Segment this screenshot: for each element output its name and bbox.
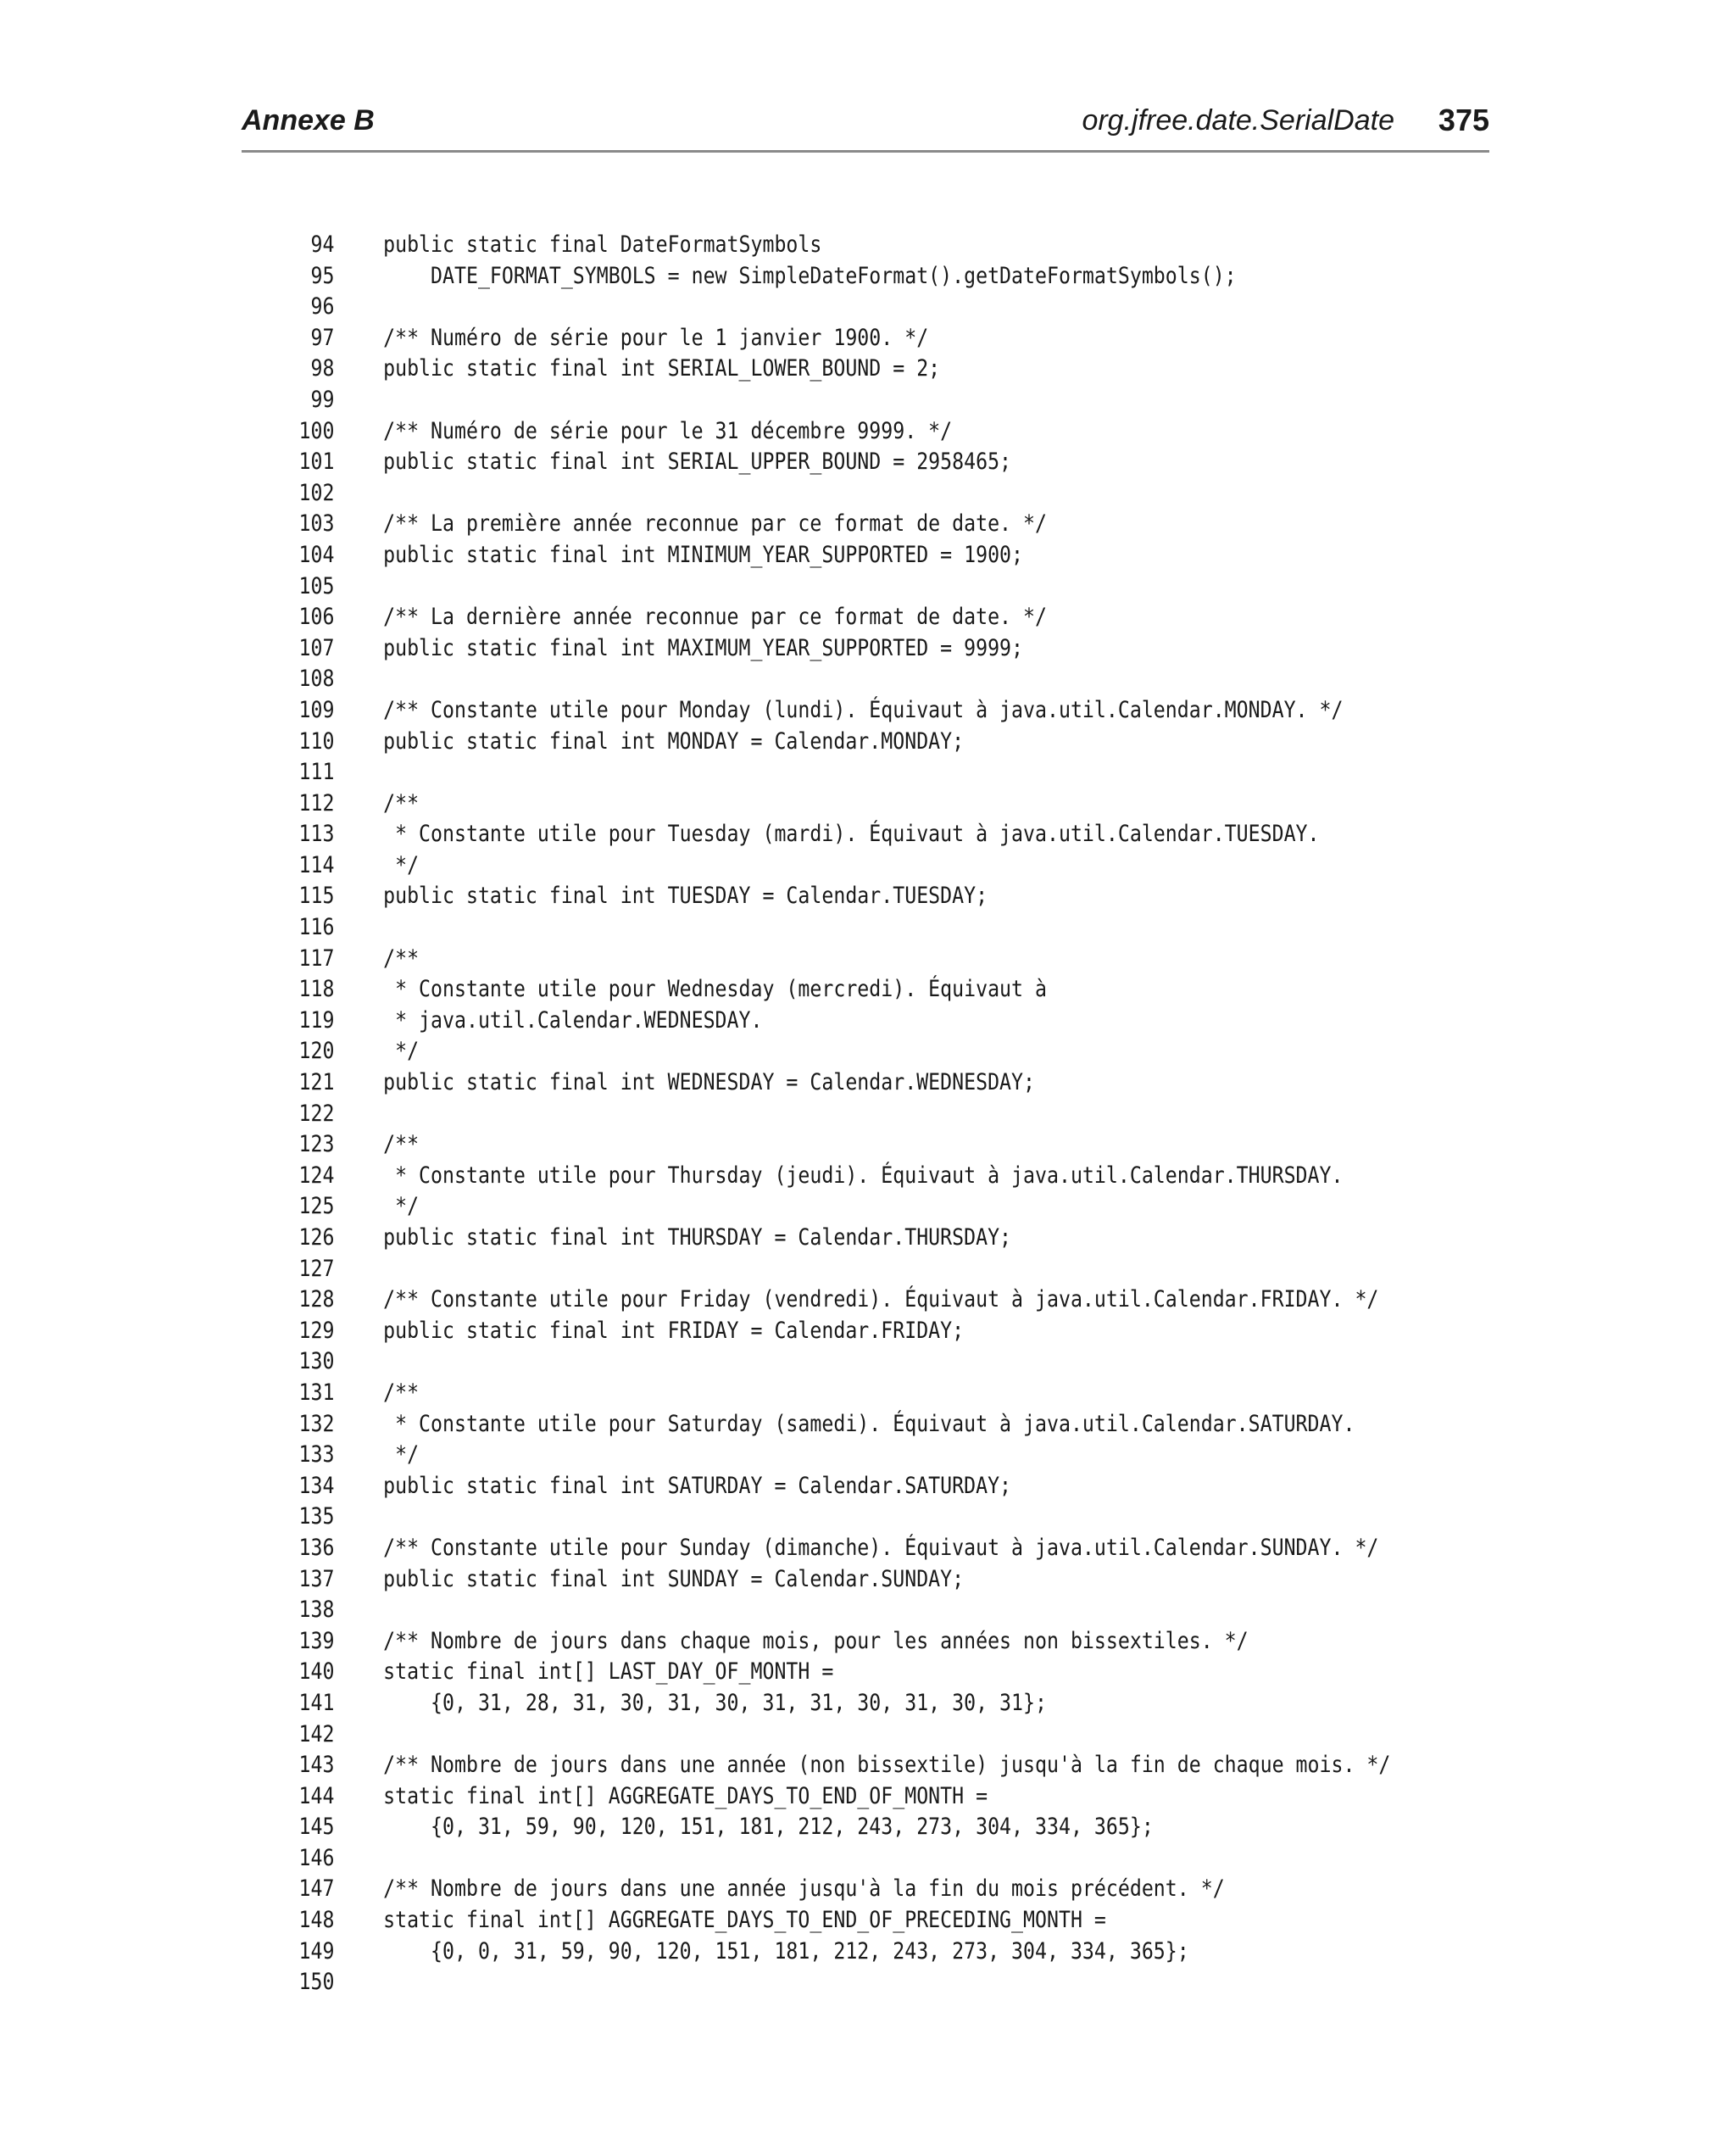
- page-number: 375: [1438, 103, 1489, 137]
- line-text: [335, 478, 384, 510]
- line-number: 131: [298, 1379, 335, 1406]
- code-line: [280, 850, 1390, 882]
- line-number: 122: [298, 1100, 335, 1127]
- line-text: /** Nombre de jours dans une année (non bissextile) jusqu'à la fin de chaque mois. */: [383, 1752, 1391, 1779]
- code-line: [280, 1502, 1390, 1533]
- code-line: [280, 261, 1390, 293]
- line-number: 143: [298, 1752, 335, 1779]
- line-text: [335, 385, 384, 416]
- code-line: [280, 602, 1390, 633]
- line-number: 125: [298, 1193, 335, 1220]
- code-line: [280, 1688, 1390, 1719]
- code-listing: [280, 230, 1390, 1998]
- line-text: {0, 0, 31, 59, 90, 120, 151, 181, 212, 243, 273, 304, 334, 365};: [383, 1937, 1189, 1964]
- line-text: {0, 31, 59, 90, 120, 151, 181, 212, 243, 273, 304, 334, 365};: [383, 1814, 1154, 1841]
- line-text: [335, 571, 384, 603]
- line-text: */: [383, 851, 420, 878]
- line-number: 118: [298, 976, 335, 1003]
- line-number: 102: [298, 479, 335, 506]
- line-number: 139: [298, 1627, 335, 1654]
- line-text: DATE_FORMAT_SYMBOLS = new SimpleDateFormat().getDateFormatSymbols();: [383, 262, 1237, 289]
- code-line: [280, 881, 1390, 912]
- line-number: 121: [298, 1069, 335, 1096]
- code-line: [280, 354, 1390, 385]
- code-line: [280, 1067, 1390, 1099]
- line-number: 116: [298, 914, 335, 941]
- line-number: 138: [298, 1597, 335, 1624]
- line-text: {0, 31, 28, 31, 30, 31, 30, 31, 31, 30, 31, 30, 31};: [383, 1689, 1047, 1716]
- line-text: public static final int FRIDAY = Calendar.FRIDAY;: [383, 1317, 965, 1344]
- line-text: /**: [383, 789, 420, 816]
- line-text: /** Constante utile pour Sunday (dimanche). Équivaut à java.util.Calendar.SUNDAY. */: [383, 1534, 1379, 1561]
- code-line: [280, 695, 1390, 727]
- code-line: [280, 1006, 1390, 1037]
- line-text: */: [383, 1441, 420, 1468]
- line-text: /** Numéro de série pour le 1 janvier 1900. */: [383, 324, 929, 351]
- line-text: [335, 1254, 384, 1285]
- code-line: [280, 1254, 1390, 1285]
- code-line: [280, 1750, 1390, 1781]
- code-line: [280, 1843, 1390, 1875]
- code-line: [280, 1564, 1390, 1596]
- line-text: [335, 1502, 384, 1533]
- line-text: /** Numéro de série pour le 31 décembre 9999. */: [383, 417, 953, 444]
- code-line: [280, 1378, 1390, 1409]
- code-line: [280, 1905, 1390, 1937]
- line-text: * Constante utile pour Tuesday (mardi). Équivaut à java.util.Calendar.TUESDAY.: [383, 821, 1320, 848]
- code-line: [280, 385, 1390, 416]
- line-number: 109: [298, 696, 335, 723]
- code-line: [280, 1874, 1390, 1905]
- line-number: 127: [298, 1255, 335, 1282]
- line-number: 119: [298, 1006, 335, 1034]
- code-line: [280, 1161, 1390, 1192]
- code-line: [280, 664, 1390, 695]
- line-text: public static final int SERIAL_UPPER_BOUND = 2958465;: [383, 449, 1012, 476]
- code-line: [280, 540, 1390, 571]
- line-number: 108: [298, 666, 335, 693]
- line-number: 96: [310, 293, 335, 320]
- code-line: [280, 757, 1390, 789]
- line-text: [335, 292, 384, 323]
- line-number: 149: [298, 1937, 335, 1964]
- line-number: 150: [298, 1969, 335, 1996]
- line-number: 147: [298, 1875, 335, 1903]
- code-line: [280, 1440, 1390, 1471]
- line-text: /**: [383, 945, 420, 972]
- line-number: 95: [310, 262, 335, 289]
- line-text: [335, 664, 384, 695]
- line-number: 103: [298, 510, 335, 538]
- line-text: public static final int SERIAL_LOWER_BOUND = 2;: [383, 355, 941, 382]
- code-line: [280, 1657, 1390, 1688]
- code-line: [280, 292, 1390, 323]
- line-number: 135: [298, 1503, 335, 1530]
- code-line: [280, 1129, 1390, 1161]
- line-text: [335, 1346, 384, 1378]
- code-line: [280, 478, 1390, 510]
- line-text: /**: [383, 1131, 420, 1158]
- line-number: 97: [310, 324, 335, 351]
- line-text: * Constante utile pour Wednesday (mercredi). Équivaut à: [383, 976, 1047, 1003]
- line-text: static final int[] AGGREGATE_DAYS_TO_END_OF_PRECEDING_MONTH =: [383, 1907, 1106, 1934]
- line-text: public static final int MONDAY = Calendar.MONDAY;: [383, 727, 965, 755]
- line-text: [335, 757, 384, 789]
- code-line: [280, 727, 1390, 758]
- code-line: [280, 633, 1390, 665]
- code-line: [280, 1346, 1390, 1378]
- code-line: [280, 1812, 1390, 1843]
- code-line: [280, 447, 1390, 478]
- line-text: [335, 1099, 384, 1130]
- line-text: [335, 1719, 384, 1751]
- line-text: public static final int THURSDAY = Calendar.THURSDAY;: [383, 1224, 1012, 1251]
- code-line: [280, 912, 1390, 944]
- line-text: public static final DateFormatSymbols: [383, 231, 822, 258]
- line-number: 142: [298, 1720, 335, 1747]
- line-number: 115: [298, 883, 335, 910]
- line-text: /** Nombre de jours dans chaque mois, pour les années non bissextiles. */: [383, 1627, 1249, 1654]
- line-number: 110: [298, 727, 335, 755]
- line-number: 134: [298, 1472, 335, 1499]
- line-number: 94: [310, 231, 335, 258]
- line-number: 144: [298, 1782, 335, 1809]
- line-number: 114: [298, 851, 335, 878]
- code-line: [280, 323, 1390, 354]
- line-number: 133: [298, 1441, 335, 1468]
- code-line: [280, 1409, 1390, 1441]
- code-line: [280, 1937, 1390, 1968]
- line-number: 123: [298, 1131, 335, 1158]
- line-number: 128: [298, 1286, 335, 1313]
- section-title: Annexe B: [242, 104, 375, 137]
- line-text: */: [383, 1193, 420, 1220]
- line-number: 117: [298, 945, 335, 972]
- line-number: 107: [298, 634, 335, 661]
- line-number: 130: [298, 1348, 335, 1375]
- code-line: [280, 1285, 1390, 1316]
- line-number: 140: [298, 1658, 335, 1686]
- line-text: /** Nombre de jours dans une année jusqu'à la fin du mois précédent. */: [383, 1875, 1225, 1903]
- line-number: 99: [310, 386, 335, 413]
- code-line: [280, 1595, 1390, 1626]
- code-line: [280, 1781, 1390, 1813]
- line-text: public static final int SUNDAY = Calendar.SUNDAY;: [383, 1565, 965, 1592]
- line-number: 112: [298, 789, 335, 816]
- line-number: 113: [298, 821, 335, 848]
- code-line: [280, 1967, 1390, 1998]
- code-line: [280, 974, 1390, 1006]
- line-text: [335, 912, 384, 944]
- code-line: [280, 944, 1390, 975]
- line-number: 126: [298, 1224, 335, 1251]
- code-line: [280, 1533, 1390, 1564]
- code-line: [280, 1036, 1390, 1067]
- running-title: org.jfree.date.SerialDate: [1082, 104, 1394, 137]
- code-line: [280, 1471, 1390, 1502]
- line-number: 137: [298, 1565, 335, 1592]
- code-line: [280, 1099, 1390, 1130]
- line-text: [335, 1967, 384, 1998]
- line-text: static final int[] AGGREGATE_DAYS_TO_END_OF_MONTH =: [383, 1782, 988, 1809]
- code-line: [280, 509, 1390, 540]
- line-text: * Constante utile pour Saturday (samedi). Équivaut à java.util.Calendar.SATURDAY.: [383, 1410, 1355, 1437]
- line-text: */: [383, 1038, 420, 1065]
- line-number: 106: [298, 604, 335, 631]
- code-line: [280, 1191, 1390, 1223]
- code-line: [280, 819, 1390, 850]
- line-text: * Constante utile pour Thursday (jeudi). Équivaut à java.util.Calendar.THURSDAY.: [383, 1162, 1344, 1189]
- line-number: 141: [298, 1689, 335, 1716]
- code-line: [280, 571, 1390, 603]
- line-text: static final int[] LAST_DAY_OF_MONTH =: [383, 1658, 834, 1686]
- line-text: /** Constante utile pour Friday (vendredi). Équivaut à java.util.Calendar.FRIDAY. */: [383, 1286, 1379, 1313]
- line-text: /** Constante utile pour Monday (lundi). Équivaut à java.util.Calendar.MONDAY. */: [383, 696, 1344, 723]
- code-line: [280, 230, 1390, 261]
- line-number: 104: [298, 541, 335, 568]
- code-line: [280, 789, 1390, 820]
- line-text: /** La première année reconnue par ce format de date. */: [383, 510, 1047, 538]
- line-text: /** La dernière année reconnue par ce format de date. */: [383, 604, 1047, 631]
- line-number: 101: [298, 449, 335, 476]
- code-line: [280, 1719, 1390, 1751]
- line-text: /**: [383, 1379, 420, 1406]
- line-number: 120: [298, 1038, 335, 1065]
- line-number: 132: [298, 1410, 335, 1437]
- line-text: public static final int WEDNESDAY = Calendar.WEDNESDAY;: [383, 1069, 1036, 1096]
- header-divider: [242, 150, 1489, 153]
- line-text: [335, 1843, 384, 1875]
- line-number: 146: [298, 1844, 335, 1871]
- line-number: 100: [298, 417, 335, 444]
- line-number: 145: [298, 1814, 335, 1841]
- line-number: 136: [298, 1534, 335, 1561]
- line-text: public static final int MINIMUM_YEAR_SUPPORTED = 1900;: [383, 541, 1024, 568]
- line-number: 124: [298, 1162, 335, 1189]
- line-text: public static final int SATURDAY = Calendar.SATURDAY;: [383, 1472, 1012, 1499]
- line-number: 98: [310, 355, 335, 382]
- line-number: 129: [298, 1317, 335, 1344]
- line-text: [335, 1595, 384, 1626]
- line-number: 105: [298, 572, 335, 599]
- line-text: public static final int TUESDAY = Calendar.TUESDAY;: [383, 883, 988, 910]
- code-line: [280, 1316, 1390, 1347]
- line-text: public static final int MAXIMUM_YEAR_SUPPORTED = 9999;: [383, 634, 1024, 661]
- line-number: 148: [298, 1907, 335, 1934]
- line-text: * java.util.Calendar.WEDNESDAY.: [383, 1006, 763, 1034]
- code-line: [280, 416, 1390, 448]
- line-number: 111: [298, 759, 335, 786]
- code-line: [280, 1223, 1390, 1254]
- code-line: [280, 1626, 1390, 1658]
- page-header: [242, 100, 1489, 151]
